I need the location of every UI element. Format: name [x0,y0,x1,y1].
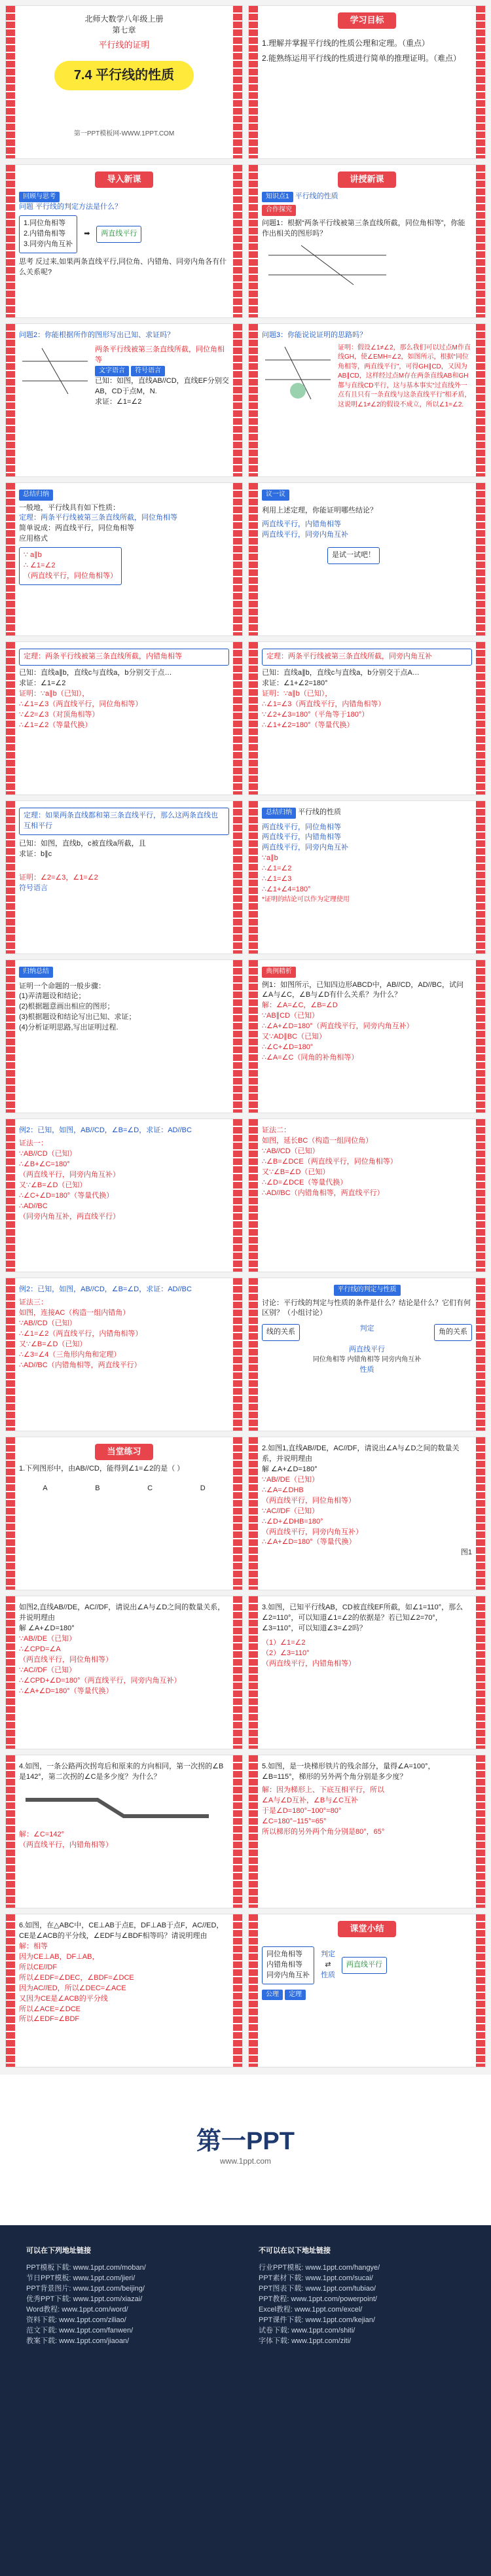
left-stripe [249,165,258,317]
slide-13-proof-steps[interactable] [5,959,243,1113]
proof-label: 证法三： [19,1298,48,1306]
footer-url: 第一PPT模板网-WWW.1PPT.COM [73,130,175,137]
prove-text: 求证：b∥c [19,850,52,858]
summary-tag: 总结归纳 [262,808,296,819]
think-text: 思考 反过来,如果两条直线平行,同位角、内错角、同旁内角各有什么关系呢? [19,258,227,277]
condition-1: 同位角相等 [266,1950,302,1958]
slide-23-practice4[interactable] [5,1755,243,1908]
line-relation-box: 线的关系 [262,1324,300,1341]
left-stripe [6,483,15,635]
left-stripe [6,960,15,1113]
answer: 解：∠C=142° [19,1830,64,1838]
goal-2: 2.能熟练运用平行线的性质进行简单的推理证明。（难点） [262,54,462,63]
axiom-tag: 公理 [262,1990,283,2001]
steps-title: 证明一个命题的一般步骤： [19,982,105,990]
example-question: 例2：已知，如图，AB//CD，∠B=∠D，求证：AD//BC [19,1126,192,1134]
proof-step-2: ∵AB//CD（已知） [262,1147,319,1155]
left-stripe [249,1755,258,1908]
parallel-lines-figure [262,242,393,288]
slide-2-goals[interactable] [248,5,486,159]
slide-18-judge-vs-property[interactable] [248,1278,486,1431]
condition-3: 同旁内角互补 [266,1971,310,1979]
footer-link[interactable]: PPT素材下载: www.1ppt.com/sucai/ [259,2274,373,2282]
practice-question: 1.下列图形中，由AB//CD，能得到∠1=∠2的是（ ） [19,1464,185,1473]
proof-start: 证明：∵a∥b（已知）， [262,689,333,698]
goals-title: 学习目标 [338,12,395,29]
answer-4: 所以∠EDF=∠DEC，∠BDF=∠DCE [19,1973,134,1982]
left-stripe [249,6,258,158]
answer-1: 解：相等 [19,1942,48,1950]
practice-question: 2.如图1,直线AB//DE，AC//DF，请说出∠A与∠D之间的数量关系，并说明理由 [262,1444,460,1463]
right-stripe [233,1278,242,1431]
left-stripe [6,6,15,158]
figure-ab-cd [19,345,91,397]
method-1: 1.同位角相等 [24,219,66,228]
lesson-title: 7.4 平行线的性质 [54,61,194,90]
answer-5: ∴∠C+∠D=180° [262,1043,314,1052]
proof-step-1: ∴∠1=∠3（两直线平行，同位角相等） [19,700,143,708]
footer-link[interactable]: 试卷下载: www.1ppt.com/shiti/ [259,2327,355,2334]
proof-text: 证明：∠2=∠3，∠1=∠2 [19,873,98,882]
proof-step-1: 如图，连接AC（构造一组内错角） [19,1308,130,1317]
answer-4: （两直线平行，同位角相等） [262,1496,355,1505]
road-figure [19,1787,215,1826]
footer-link[interactable]: Excel教程: www.1ppt.com/excel/ [259,2306,363,2314]
knowledge-title: 平行线的性质 [295,192,338,200]
step-4: (4)分析证明思路,写出证明过程. [19,1024,118,1032]
proof-step-5: ∴∠D=∠DCE（等量代换） [262,1178,348,1187]
right-stripe [233,801,242,954]
left-stripe [6,1914,15,2067]
summary-line-1: 一般地，平行线具有如下性质： [19,503,120,512]
slide-21-practice2b[interactable] [5,1596,243,1749]
footer-link[interactable]: PPT课件下载: www.1ppt.com/kejian/ [259,2316,375,2324]
right-stripe [476,960,485,1113]
slide-26-summary[interactable] [248,1914,486,2067]
footer-link[interactable]: PPT图表下载: www.1ppt.com/tubiao/ [259,2285,376,2293]
middle-label: 两直线平行 [349,1346,385,1354]
arrow-icon: ➡ [84,230,90,238]
chapter-label: 第七章 [112,26,136,35]
left-stripe [6,165,15,317]
summary-line-2: 定理：两条平行线被第三条直线所截，同位角相等 [19,514,177,522]
proof-step-2: ∵AB//CD（已知） [19,1319,77,1327]
slide-1-cover[interactable] [5,5,243,159]
footer-link[interactable]: 教案下载: www.1ppt.com/jiaoan/ [26,2337,130,2345]
option-a[interactable]: A [43,1484,48,1492]
review-tag: 回顾与思考 [19,192,60,203]
angle-conditions [262,1946,314,1984]
answer-1: 解 ∠A+∠D=180° [19,1624,75,1632]
proof-step-5: ∴∠3=∠4（三角形内角和定理） [19,1350,121,1359]
proof-step-3: ∴∠B=∠DCE（两直线平行，同位角相等） [262,1157,397,1166]
example-tag: 典例精析 [262,967,296,978]
summary-line-3: 简单说成：两直线平行，同位角相等 [19,524,134,533]
answer-6: ∴∠CPD+∠D=180°（两直线平行，同旁内角互补） [19,1676,181,1685]
slide-20-practice2[interactable] [248,1437,486,1590]
right-stripe [476,1278,485,1431]
angle-list: 同位角相等 内错角相等 同旁内角互补 [312,1356,422,1364]
methods-box [19,215,77,253]
slide-10-theorem-interior[interactable] [248,641,486,795]
cartoon-character-icon [290,383,306,399]
goal-1: 1.理解并掌握平行线的性质公理和定理。（重点） [262,38,430,48]
footer-link[interactable]: 字体下载: www.1ppt.com/ziti/ [259,2337,352,2345]
proof-step-2: ∵∠2=∠3（对顶角相等） [19,710,100,719]
given-parallel: ∵a∥b [262,854,278,863]
left-stripe [6,1119,15,1272]
prove-text: 求证：∠1=∠2 [95,398,142,406]
speech-bubble: 是试一试吧！ [327,547,380,564]
right-stripe [476,801,485,954]
left-stripe [6,1437,15,1590]
right-stripe [476,1914,485,2067]
practice-title: 当堂练习 [95,1444,153,1460]
right-stripe [476,165,485,317]
left-stripe [249,1914,258,2067]
property-2: 两直线平行，内错角相等 [262,833,341,842]
summary-title: 课堂小结 [338,1921,395,1937]
slide-5-question2[interactable] [5,323,243,477]
prove-text: 求证：∠1=∠2 [19,679,66,687]
statement-text: 两条平行线被第三条直线所截，同位角相等 [95,345,225,364]
answer-8: 所以∠EDF=∠BDF [19,2015,80,2024]
answer-3: 所以CE//DF [19,1963,58,1971]
course-header: 北师大数学八年级上册 [84,14,164,24]
answer-2: ∠A与∠D互补，∠B与∠C互补 [262,1796,359,1804]
right-stripe [476,1437,485,1590]
result-2: 两直线平行，同旁内角互补 [262,531,348,539]
given-text: 已知：如图，直线AB//CD，直线EF分别交AB，CD于点M，N. [95,377,229,396]
footer-link[interactable]: PPT背景图片: www.1ppt.com/beijing/ [26,2285,145,2293]
given-text: 已知：直线a∥b，直线c与直线a，b分别交于点A… [262,668,420,677]
proof-step-6: ∴AD//BC（内错角相等，两直线平行） [19,1361,141,1369]
left-stripe [6,801,15,954]
slide-25-practice6[interactable] [5,1914,243,2067]
teaching-title: 讲授新课 [338,171,395,188]
answer-4: 又∵AD∥BC（已知） [262,1033,327,1041]
footer-col-1-title: 可以在下列地址链接 [26,2247,91,2255]
prove-text: 求证：∠1+∠2=180° [262,679,328,687]
theorem-note: *证明的结论可以作为定理使用 [262,896,350,904]
option-b[interactable]: B [95,1484,100,1492]
right-stripe [476,324,485,476]
proof-step-2: ∵∠2+∠3=180°（平角等于180°） [262,710,369,719]
left-stripe [249,642,258,795]
property-3: 两直线平行，同旁内角互补 [262,844,348,852]
condition-2: 内错角相等 [266,1960,302,1969]
result-1: ∴∠1=∠2 [262,865,292,873]
symbol-language-tag: 符号语言 [131,366,165,377]
footer-link[interactable]: PPT模板下载: www.1ppt.com/moban/ [26,2264,146,2272]
theorem-text: 定理：如果两条直线都和第三条直线平行，那么这两条直线也互相平行 [19,808,229,835]
slide-8-discuss[interactable] [248,482,486,636]
answer-2: 因为CE⊥AB，DF⊥AB， [19,1952,100,1961]
answer-3: ∴∠CPD=∠A [19,1645,61,1653]
brand-logo: 第一PPT [196,2128,295,2155]
answer-7: 所以∠ACE=∠DCE [19,2005,81,2013]
answer-3: ∴∠A=∠DHB [262,1486,304,1494]
slide-22-practice3[interactable] [248,1596,486,1749]
slide-3-intro[interactable] [5,164,243,318]
proof-label: 证法二： [262,1126,291,1134]
theorem-text: 定理：两条平行线被第三条直线所截，同旁内角互补 [262,649,472,666]
intro-title: 导入新课 [95,171,153,188]
answer-2: ∵AB∥CD（已知） [262,1012,319,1020]
proof-step-4: 又∵∠B=∠D（已知） [19,1340,87,1348]
footer [0,2225,491,2576]
property-label: 性质 [321,1971,335,1979]
proof-step-1: 如图，延长BC（构造一组同位角） [262,1136,373,1145]
question-3: 问题3：你能说说证明的思路吗？ [262,331,367,339]
proof-step-3: ∴∠1=∠2（两直线平行，内错角相等） [19,1329,143,1338]
answer-8: ∴∠A+∠D=180°（等量代换） [262,1538,356,1547]
judge-arrow-label: 判定 [359,1325,374,1333]
summary-title: 平行线的性质 [298,808,342,816]
slide-17-example2-method3[interactable] [5,1278,243,1431]
symbol-label: 符号语言 [19,884,48,892]
answer-5: ∵AC//DF（已知） [19,1666,77,1674]
property-arrow-label: 性质 [359,1365,374,1374]
question-1: 问题1：根据“两条平行线被第三条直线所截，同位角相等”，你能作出相关的图形吗？ [262,219,465,238]
answer-5: 所以梯形的另外两个角分别是80°，65° [262,1827,385,1836]
property-1: 两直线平行，同位角相等 [262,823,341,831]
result-1: 两直线平行，内错角相等 [262,520,341,529]
double-arrow-icon: ⇄ [325,1960,331,1969]
brand-section [0,2075,491,2225]
answer-1: 解：∠A=∠C，∠B=∠D [262,1001,338,1010]
brand-domain: www.1ppt.com [219,2156,272,2166]
left-stripe [6,324,15,476]
right-stripe [233,642,242,795]
answer-1: 解 ∠A+∠D=180° [262,1465,318,1473]
right-stripe [476,1596,485,1749]
answer-3: 于是∠D=180°−100°=80° [262,1806,342,1815]
proof-label: 证法一： [19,1139,48,1147]
proof-idea: 证明：假设∠1≠∠2，那么我们可以过点M作直线GH，使∠EMH=∠2，如图所示，根据“同位角相等，两直线平行”，可得GH∥CD，又因为AB∥CD，这样经过点M存在两条直线AB和GH都与直线CD平行，这与基本事实“过直线外一点有且只有一条直线与这条直线平行”相矛盾，这说明∠1≠∠2的假设不成立，所以∠1=∠2. [338,344,471,408]
slide-24-practice5[interactable] [248,1755,486,1908]
right-stripe [233,1437,242,1590]
result-box: 两直线平行 [96,226,141,243]
method-3: 3.同旁内角互补 [24,240,73,249]
slide-16-example2-method2[interactable] [248,1118,486,1272]
practice-question: 如图2,直线AB//DE，AC//DF，请说出∠A与∠D之间的数量关系，并说明理由 [19,1603,225,1622]
proof-step-1: ∵AB//CD（已知） [19,1149,77,1158]
slide-9-theorem-alternate[interactable] [5,641,243,795]
right-stripe [476,642,485,795]
right-stripe [233,1914,242,2067]
proof-step-2: ∴∠B+∠C=180° [19,1160,70,1168]
summary-line-4: 应用格式 [19,535,48,543]
step-1: (1)弄清题设和结论； [19,992,86,1001]
right-stripe [233,324,242,476]
format-box [19,547,122,585]
proof-step-3: （两直线平行，同旁内角互补） [19,1170,120,1179]
footer-link[interactable]: Word教程: www.1ppt.com/word/ [26,2306,128,2314]
answer-6: ∴∠A=∠C（同角的补角相等） [262,1054,359,1062]
proof-start: 证明：∵a∥b（已知）， [19,689,90,698]
figure-label: 图1 [460,1548,472,1557]
right-stripe [476,1755,485,1908]
answer-4: ∠C=180°−115°=65° [262,1817,327,1825]
answer-7: ∴∠A+∠D=180°（等量代换） [19,1687,113,1695]
conclusion-angles: ∴ ∠1=∠2 [24,562,56,570]
left-stripe [249,1596,258,1749]
review-question: 问题 平行线的判定方法是什么？ [19,203,122,211]
proof-step-1: ∴∠1=∠3（两直线平行，内错角相等） [262,700,386,708]
left-stripe [249,483,258,635]
proof-step-7: （同旁内角互补，两直线平行） [19,1212,120,1221]
angle-relation-box: 角的关系 [434,1324,472,1341]
footer-link[interactable]: PPT教程: www.1ppt.com/powerpoint/ [259,2295,377,2303]
proof-step-6: ∴AD//BC [19,1202,48,1210]
right-stripe [233,165,242,317]
proof-step-4: 又∵∠B=∠D（已知） [262,1168,330,1176]
proof-step-6: ∴AD//BC（内错角相等，两直线平行） [262,1189,384,1197]
practice-question: 4.如图，一条公路两次拐弯后和原来的方向相同，第一次拐的∠B是142°，第二次拐的∠C是多少度？为什么？ [19,1762,224,1781]
answer-1: 解：因为梯形上、下底互相平行，所以 [262,1785,384,1794]
example-question: 例1：如图所示，已知四边形ABCD中，AB//CD，AD//BC，试问∠A与∠C，∠B与∠D有什么关系？为什么？ [262,980,464,999]
footer-link[interactable]: 资料下载: www.1ppt.com/ziliao/ [26,2316,126,2324]
explore-tag: 合作探究 [262,205,296,216]
slide-7-summary[interactable] [5,482,243,636]
text-language-tag: 文字语言 [95,366,129,377]
answer-2: ∵AB//DE（已知） [19,1634,77,1643]
option-d[interactable]: D [200,1484,206,1492]
slide-14-example1[interactable] [248,959,486,1113]
slide-15-example2-method1[interactable] [5,1118,243,1272]
knowledge-tag: 知识点1 [262,192,293,203]
discuss-tag: 议一议 [262,490,289,501]
left-stripe [6,1278,15,1431]
right-stripe [233,6,242,158]
slide-12-properties-summary[interactable] [248,800,486,954]
theorem-text: 定理：两条平行线被第三条直线所截，内错角相等 [19,649,229,666]
judge-label: 判定 [321,1950,335,1958]
discuss-question: 讨论：平行线的判定与性质的条件是什么？结论是什么？它们有何区别？（小组讨论） [262,1298,471,1317]
given-text: 已知：直线a∥b，直线c与直线a，b分别交于点… [19,668,172,677]
discuss-question: 利用上述定理，你能证明哪些结论？ [262,506,377,514]
right-stripe [476,483,485,635]
slide-4-teaching[interactable] [248,164,486,318]
left-stripe [249,801,258,954]
left-stripe [249,324,258,476]
chapter-subtitle: 平行线的证明 [98,39,150,50]
practice-question: 3.如图，已知平行线AB，CD被直线EF所截，如∠1=110°，那么∠2=110°，可以知道∠1=∠2的依据是？若已知∠2=70°，∠3=110°，可以知道∠3=∠2吗？ [262,1603,464,1632]
summary-tag: 总结归纳 [19,490,53,501]
proof-figure [262,344,334,402]
question-2: 问题2：你能根据所作的图形写出已知、求证吗？ [19,331,175,339]
topic-tag: 平行线的判定与性质 [334,1285,401,1296]
parallel-result: 两直线平行 [342,1957,387,1974]
right-stripe [233,960,242,1113]
answer-7: （两直线平行，同旁内角互补） [262,1528,363,1536]
answer-5: ∵AC//DF（已知） [262,1507,319,1515]
footer-link[interactable]: 优秀PPT下载: www.1ppt.com/xiazai/ [26,2295,143,2303]
step-3: (3)根据题设和结论写出已知、求证； [19,1013,136,1022]
right-stripe [233,1596,242,1749]
right-stripe [476,6,485,158]
method-2: 2.内错角相等 [24,230,66,238]
practice-question: 5.如图，是一块梯形铁片的残余部分，量得∠A=100°，∠B=115°，梯形的另外两个角分别是多少度？ [262,1762,435,1781]
left-stripe [249,1437,258,1590]
right-stripe [233,1755,242,1908]
left-stripe [249,1278,258,1431]
theorem-tag: 定理 [285,1990,306,2001]
answer-6: 又因为CE是∠ACB的平分线 [19,1994,108,2003]
given-ab: ∵ a∥b [24,551,42,560]
example-question: 例2：已知，如图，AB//CD，∠B=∠D，求证：AD//BC [19,1285,192,1293]
option-c[interactable]: C [147,1484,153,1492]
proof-step-3: ∴∠1=∠2（等量代换） [19,721,92,729]
result-2: ∴∠1=∠3 [262,875,292,884]
right-stripe [233,1119,242,1272]
right-stripe [233,483,242,635]
answer-1: （1）∠1=∠2 [262,1638,306,1647]
reason: （两直线平行，同位角相等） [24,572,117,581]
footer-link[interactable]: 行业PPT模板: www.1ppt.com/hangye/ [259,2264,380,2272]
slide-11-transitive[interactable] [5,800,243,954]
proof-step-4: 又∵∠B=∠D（已知） [19,1181,87,1189]
result-3: ∴∠1+∠4=180° [262,885,311,894]
left-stripe [6,642,15,795]
practice-question: 6.如图，在△ABC中，CE⊥AB于点E，DF⊥AB于点F，AC//ED，CE是∠ACB的平分线，∠EDF与∠BDF相等吗？请说明理由 [19,1922,224,1940]
answer-3: （两直线平行，内错角相等） [262,1659,355,1668]
answer-2: ∵AB//DE（已知） [262,1475,319,1484]
answer-2: （2）∠3=110° [262,1649,310,1657]
step-2: (2)根据题意画出相应的图形； [19,1003,115,1011]
footer-col-2-title: 不可以在以下地址链接 [259,2247,331,2255]
answer-6: ∴∠D+∠DHB=180° [262,1517,323,1526]
right-stripe [476,1119,485,1272]
slide-19-practice1[interactable] [5,1437,243,1590]
left-stripe [6,1755,15,1908]
left-stripe [6,1596,15,1749]
summary-tag: 归纳总结 [19,967,53,978]
left-stripe [249,960,258,1113]
footer-link[interactable]: 范文下载: www.1ppt.com/fanwen/ [26,2327,134,2334]
proof-step-5: ∴∠C+∠D=180°（等量代换） [19,1191,114,1200]
slide-6-question3[interactable] [248,323,486,477]
left-stripe [249,1119,258,1272]
footer-link[interactable]: 节日PPT模板: www.1ppt.com/jieri/ [26,2274,136,2282]
answer-3: ∴∠A+∠D=180°（两直线平行，同旁内角互补） [262,1022,414,1031]
answer-5: 因为AC//ED，所以∠DEC=∠ACE [19,1984,126,1992]
given-text: 已知：如图，直线b，c被直线a所截，且 [19,839,146,848]
reason: （两直线平行，内错角相等） [19,1840,113,1849]
proof-step-3: ∴∠1+∠2=180°（等量代换） [262,721,354,729]
answer-4: （两直线平行，同位角相等） [19,1655,113,1664]
